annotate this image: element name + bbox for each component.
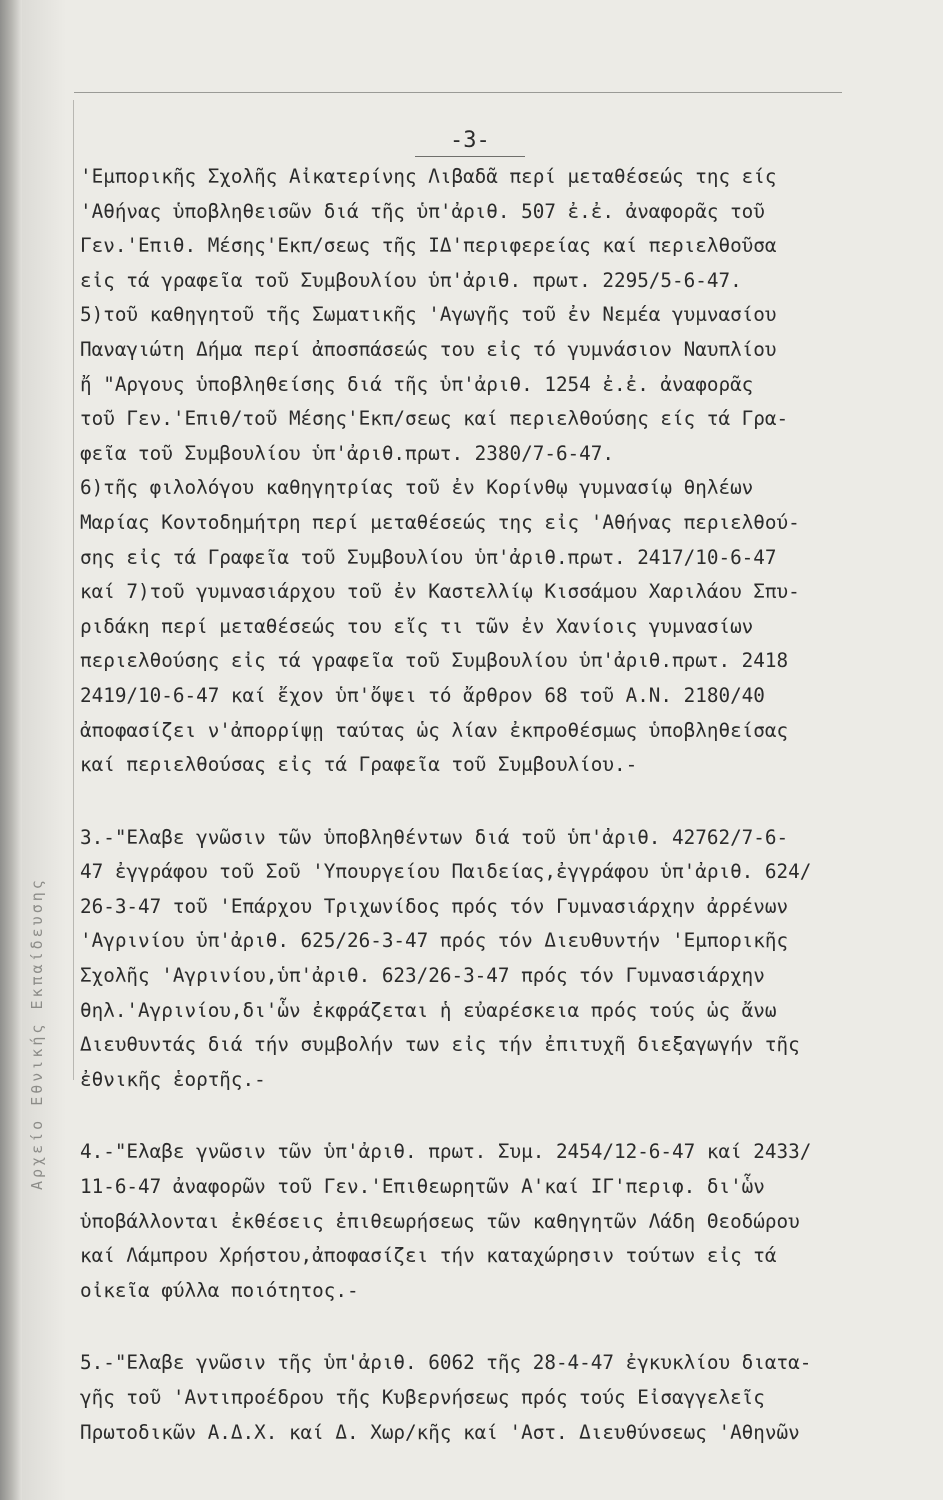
text-line: φεῖα τοῦ Συμβουλίου ὑπ'ἀριθ.πρωτ. 2380/7-6-47. bbox=[80, 441, 614, 465]
text-line: καί περιελθούσας εἰς τά Γραφεῖα τοῦ Συμβουλίου.- bbox=[80, 753, 638, 777]
text-line: Σχολῆς 'Αγρινίου,ὑπ'ἀριθ. 623/26-3-47 πρός τόν Γυμνασιάρχην bbox=[80, 964, 765, 988]
text-line: Γεν.'Επιθ. Μέσης'Εκπ/σεως τῆς ΙΔ'περιφερείας καί περιελθοῦσα bbox=[80, 234, 777, 258]
text-line: 3.-"Ελαβε γνῶσιν τῶν ὑποβληθέντων διά τοῦ ὑπ'ἀριθ. 42762/7-6- bbox=[80, 825, 789, 849]
text-line: 47 ἐγγράφου τοῦ Σοῦ 'Υπουργείου Παιδείας,ἐγγράφου ὑπ'ἀριθ. 624/ bbox=[80, 860, 812, 884]
text-line: 11-6-47 ἀναφορῶν τοῦ Γεν.'Επιθεωρητῶν Α'καί ΙΓ'περιφ. δι'ὧν bbox=[80, 1175, 765, 1199]
text-line: Πρωτοδικῶν Α.Δ.Χ. καί Δ. Χωρ/κῆς καί 'Αστ. Διευθύνσεως 'Αθηνῶν bbox=[80, 1420, 800, 1444]
text-line: σης εἰς τά Γραφεῖα τοῦ Συμβουλίου ὑπ'ἀριθ.πρωτ. 2417/10-6-47 bbox=[80, 545, 777, 569]
page-number-rule bbox=[415, 156, 525, 157]
text-line: 'Εμπορικῆς Σχολῆς Αἰκατερίνης Λιβαδᾶ περί μεταθέσεώς της είς bbox=[80, 165, 777, 188]
paragraph-gap bbox=[80, 1097, 920, 1135]
text-line: ἀποφασίζει ν'ἀπορρίψῃ ταύτας ὡς λίαν ἐκπροθέσμως ὑποβληθείσας bbox=[80, 718, 789, 742]
margin-line bbox=[73, 100, 74, 1080]
paragraph-gap bbox=[80, 1308, 920, 1346]
scan-edge bbox=[0, 0, 22, 1500]
text-line: οἰκεῖα φύλλα ποιότητος.- bbox=[80, 1278, 359, 1302]
text-line: 5)τοῦ καθηγητοῦ τῆς Σωματικῆς 'Αγωγῆς τοῦ ἐν Νεμέα γυμνασίου bbox=[80, 303, 777, 327]
text-line: 5.-"Ελαβε γνῶσιν τῆς ὑπ'ἀριθ. 6062 τῆς 28-4-47 ἐγκυκλίου διατα- bbox=[80, 1351, 812, 1375]
top-rule bbox=[74, 92, 842, 93]
paragraph-gap bbox=[80, 783, 920, 821]
text-line: ὑποβάλλονται ἐκθέσεις ἐπιθεωρήσεως τῶν καθηγητῶν Λάδη Θεοδώρου bbox=[80, 1209, 800, 1233]
text-line: 'Αγρινίου ὑπ'ἀριθ. 625/26-3-47 πρός τόν Διευθυντήν 'Εμπορικῆς bbox=[80, 929, 789, 953]
text-line: Μαρίας Κοντοδημήτρη περί μεταθέσεώς της εἰς 'Αθήνας περιελθού- bbox=[80, 510, 800, 534]
text-line: θηλ.'Αγρινίου,δι'ὧν ἐκφράζεται ἡ εὐαρέσκεια πρός τούς ὡς ἄνω bbox=[80, 998, 777, 1022]
binding-margin bbox=[22, 0, 66, 1500]
page-number: -3- bbox=[450, 128, 490, 153]
text-line: Διευθυντάς διά τήν συμβολήν των εἰς τήν ἐπιτυχῆ διεξαγωγήν τῆς bbox=[80, 1033, 800, 1057]
text-line: γῆς τοῦ 'Αντιπροέδρου τῆς Κυβερνήσεως πρός τούς Εἰσαγγελεῖς bbox=[80, 1386, 765, 1409]
text-line: Παναγιώτη Δήμα περί ἀποσπάσεώς του εἰς τό γυμνάσιον Ναυπλίου bbox=[80, 337, 777, 361]
text-line: 'Αθήνας ὑποβληθεισῶν διά τῆς ὑπ'ἀριθ. 507 ἐ.ἐ. ἀναφορᾶς τοῦ bbox=[80, 199, 765, 223]
text-line: 4.-"Ελαβε γνῶσιν τῶν ὑπ'ἀριθ. πρωτ. Συμ. 2454/12-6-47 καί 2433/ bbox=[80, 1140, 812, 1164]
text-line: 6)τῆς φιλολόγου καθηγητρίας τοῦ ἐν Κορίνθῳ γυμνασίῳ θηλέων bbox=[80, 476, 754, 500]
text-line: 2419/10-6-47 καί ἔχον ὑπ'ὄψει τό ἄρθρον 68 τοῦ Α.Ν. 2180/40 bbox=[80, 683, 765, 707]
text-line: 26-3-47 τοῦ 'Επάρχου Τριχωνίδος πρός τόν Γυμνασιάρχην ἀρρένων bbox=[80, 894, 789, 918]
text-line: ἐθνικῆς ἑορτῆς.- bbox=[80, 1067, 266, 1091]
text-line: περιελθούσης εἰς τά γραφεῖα τοῦ Συμβουλίου ὑπ'ἀριθ.πρωτ. 2418 bbox=[80, 649, 789, 673]
text-line: καί 7)τοῦ γυμνασιάρχου τοῦ ἐν Καστελλίῳ Κισσάμου Χαριλάου Σπυ- bbox=[80, 580, 800, 604]
text-line: εἰς τά γραφεῖα τοῦ Συμβουλίου ὑπ'ἀριθ. πρωτ. 2295/5-6-47. bbox=[80, 268, 742, 292]
text-line: ριδάκη περί μεταθέσεώς του εἴς τι τῶν ἐν Χανίοις γυμνασίων bbox=[80, 614, 754, 638]
archive-stamp bbox=[28, 1172, 46, 1190]
document-body bbox=[80, 160, 920, 1450]
text-line: τοῦ Γεν.'Επιθ/τοῦ Μέσης'Εκπ/σεως καί περιελθούσης είς τά Γρα- bbox=[80, 407, 789, 431]
text-line: καί Λάμπρου Χρήστου,ἀποφασίζει τήν καταχώρησιν τούτων εἰς τά bbox=[80, 1244, 777, 1268]
text-line: ἤ "Αργους ὑποβληθείσης διά τῆς ὑπ'ἀριθ. 1254 ἐ.ἐ. ἀναφορᾶς bbox=[80, 372, 754, 396]
